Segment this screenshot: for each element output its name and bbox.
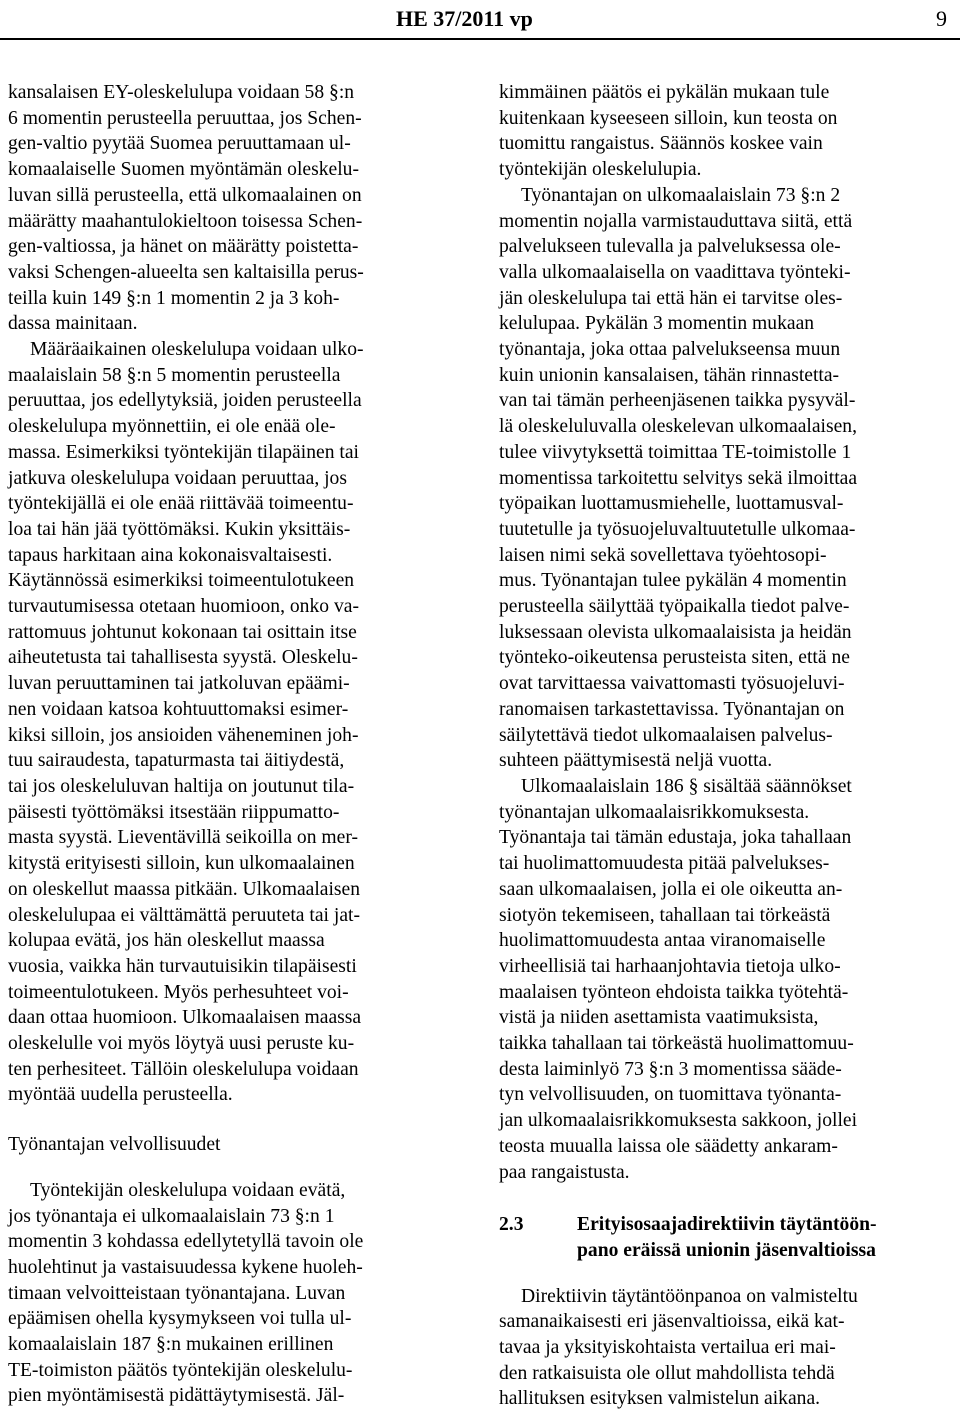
section-number: 2.3	[499, 1214, 524, 1236]
section-heading	[499, 1212, 958, 1263]
page-number: 9	[936, 6, 947, 31]
header-rule	[0, 38, 960, 40]
right-paragraph-1: kimmäinen päätös ei pykälän mukaan tule kuitenkaan kyseeseen silloin, kun teosta on tuomittu rangaistus. Säännös koskee vain työntekijän oleskelulupia.	[499, 82, 838, 181]
subheading-employer-obligations: Työnantajan velvollisuudet	[8, 1134, 221, 1156]
spacer	[499, 1264, 958, 1284]
left-column	[8, 80, 466, 1409]
left-paragraph-3: Työntekijän oleskelulupa voidaan evätä, jos työnantaja ei ulkomaalaislain 73 §:n 1 momentin 3 kohdassa edellytetyllä tavoin ole huolehtinut ja vastaisuudessa kykene huoleh- timaan velvoitteistaan työnantajana. Luvan epäämisen ohella kysymykseen voi tulla ul- komaalaislain 187 §:n mukainen erillinen TE-toimiston päätös työntekijän oleskelulu- pien myöntämisestä pidättäytymisestä. Jäl-	[8, 1179, 364, 1407]
spacer	[8, 1158, 466, 1178]
section-title: Erityisosaajadirektiivin täytäntöön- pano eräissä unionin jäsenvaltioissa	[577, 1214, 877, 1261]
spacer	[8, 1108, 466, 1132]
right-paragraph-2: Työnantajan on ulkomaalaislain 73 §:n 2 momentin nojalla varmistauduttava siitä, että palvelukseen tulevalla ja palveluksessa ole- valla ulkomaalaisella on vaadittava työnteki- jän oleskelulupa tai että hän ei tarvitse oles- kelulupaa. Pykälän 3 momentin mukaan työnantaja, joka ottaa palvelukseensa muun kuin unionin kansalaisen, tähän rinnastetta- van tai tämän perheenjäsenen taikka pysyväl- lä oleskeluluvalla oleskelevan ulkomaalaisen, tulee viivytyksettä toimittaa TE-toimistolle 1 momentissa tarkoitettu selvitys sekä ilmoittaa työpaikan luottamusmiehelle, luottamusval- tuutetulle ja työsuojeluvaltuutetulle ulkomaa- laisen nimi sekä sovellettava työehtosopi- mus. Työnantajan tulee pykälän 4 momentin perusteella säilyttää työpaikalla tiedot palve- luksessaan olevista ulkomaalaisista ja heidän työnteko-oikeutensa perusteista siten, että ne ovat tarvittaessa vaivattomasti työsuojeluvi- ranomaisen tarkastettavissa. Työnantajan on säilytettävä tiedot ulkomaalaisen palvelus- suhteen päättymisestä neljä vuotta.	[499, 184, 858, 772]
right-column	[499, 80, 958, 1412]
left-paragraph-2: Määräaikainen oleskelulupa voidaan ulko- maalaislain 58 §:n 5 momentin perusteella peruuttaa, jos edellytyksiä, joiden perusteella oleskelulupa myönnettiin, ei ole enää ole- massa. Esimerkiksi työntekijän tilapäinen tai jatkuva oleskelulupa voidaan peruuttaa, jos työntekijällä ei ole enää riittävää toimeentu- loa tai hän jää työttömäksi. Kukin yksittäis- tapaus harkitaan aina kokonaisvaltaisesti. Käytännössä esimerkiksi toimeentulotukeen turvautumisessa otetaan huomioon, onko va- rattomuus johtunut kokonaan tai osittain itse aiheutetusta tai tahallisesta syystä. Oleskelu- luvan peruuttaminen tai jatkoluvan epäämi- nen voidaan katsoa kohtuuttomaksi esimer- kiksi silloin, jos ansioiden väheneminen joh- tuu sairaudesta, tapaturmasta tai äitiydestä, tai jos oleskeluluvan haltija on joutunut tila- päisesti työttömäksi itsestään riippumatto- masta syystä. Lieventävillä seikoilla on mer- kitystä erityisesti silloin, kun ulkomaalainen on oleskellut maassa pitkään. Ulkomaalaisen oleskelulupaa ei välttämättä peruuteta tai jat- kolupaa evätä, jos hän oleskellut maassa vuosia, vaikka hän turvautuisikin tilapäisesti toimeentulotukeen. Myös perhesuhteet voi- daan ottaa huomioon. Ulkomaalaisen maassa oleskelulle voi myös löytyä uusi peruste ku- ten perhesiteet. Tällöin oleskelulupa voidaan myöntää uudella perusteella.	[8, 339, 364, 1106]
right-paragraph-4: Direktiivin täytäntöönpanoa on valmisteltu samanaikaisesti eri jäsenvaltioissa, eikä kat- tavaa ja yksityiskohtaista vertailua eri mai- den ratkaisuista ole ollut mahdollista tehdä hallituksen esityksen valmistelun aikana.	[499, 1285, 858, 1410]
left-paragraph-1: kansalaisen EY-oleskelulupa voidaan 58 §:n 6 momentin perusteella peruuttaa, jos Schen- gen-valtio pyytää Suomea peruuttamaan ul- komaalaiselle Suomen myöntämän oleskelu- luvan sillä perusteella, että ulkomaalainen on määrätty maahantulokieltoon toisessa Schen- gen-valtiossa, ja hänet on määrätty poistetta- vaksi Schengen-alueelta sen kaltaisilla perus- teilla kuin 149 §:n 1 momentin 2 ja 3 koh- dassa mainitaan.	[8, 82, 364, 335]
right-paragraph-3: Ulkomaalaislain 186 § sisältää säännökset työnantajan ulkomaalaisrikkomuksesta. Työnantaja tai tämän edustaja, joka tahallaan tai huolimattomuudesta pitää palvelukses- saan ulkomaalaisen, jolla ei ole oikeutta an- siotyön tekemiseen, tahallaan tai törkeästä huolimattomuudesta antaa viranomaiselle virheellisiä tai harhaanjohtavia tietoja ulko- maalaisen työnteon ehdoista taikka työtehtä- vistä ja niiden asettamista vaatimuksista, taikka tahallaan tai törkeästä huolimattomuu- desta laiminlyö 73 §:n 3 momentissa sääde- tyn velvollisuuden, on tuomittava työnanta- jan ulkomaalaisrikkomuksesta sakkoon, jollei teosta muualla laissa ole säädetty ankaram- paa rangaistusta.	[499, 775, 858, 1183]
document-id: HE 37/2011 vp	[396, 6, 533, 31]
spacer	[499, 1185, 958, 1212]
page-header	[0, 0, 960, 48]
